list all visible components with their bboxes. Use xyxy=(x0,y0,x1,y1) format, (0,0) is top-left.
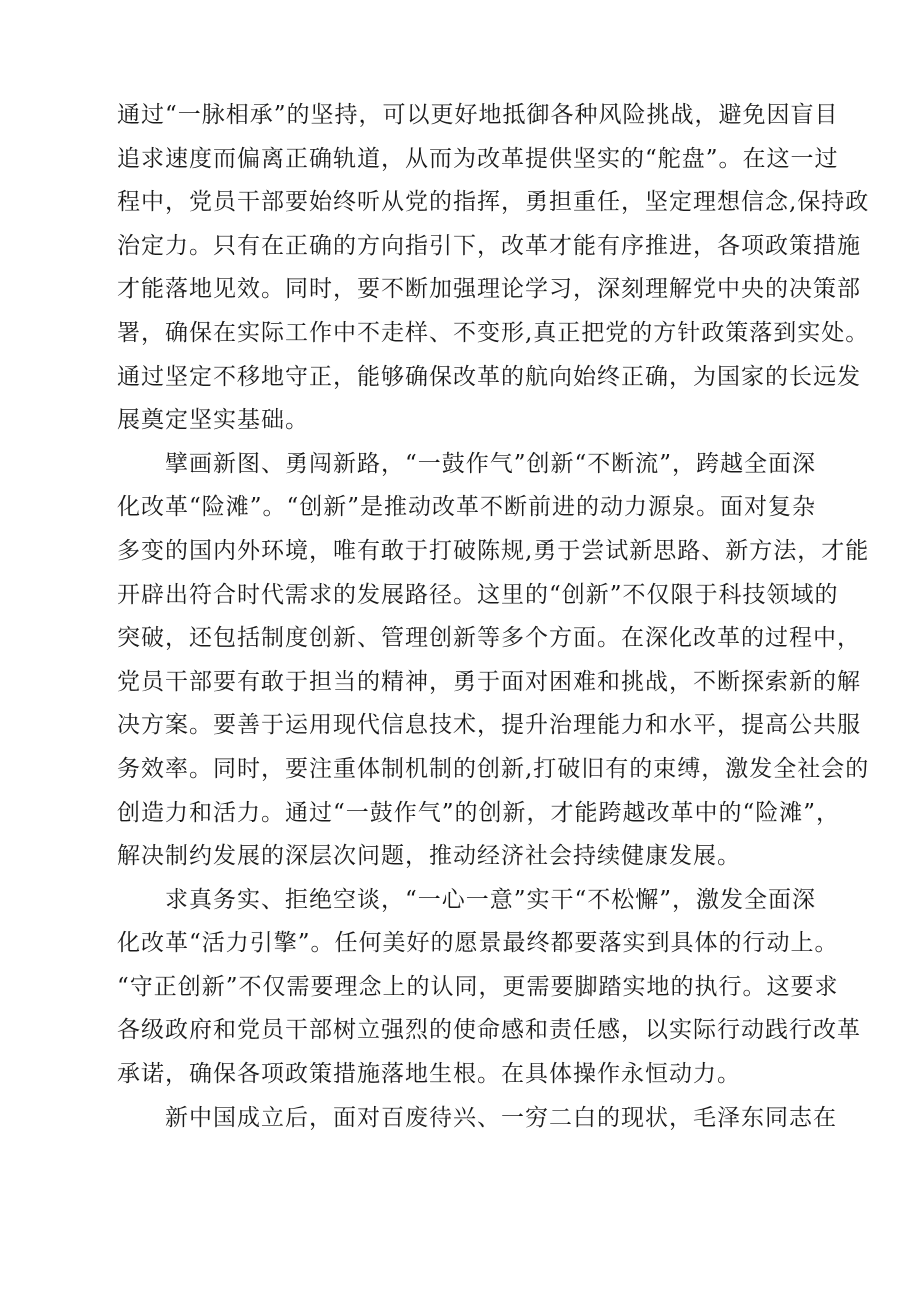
text-line: 务效率。同时，要注重体制机制的创新,打破旧有的束缚，激发全社会的 xyxy=(117,755,870,782)
text-line: “守正创新”不仅需要理念上的认同，更需要脚踏实地的执行。这要求 xyxy=(117,973,839,1000)
text-line: 化改革“险滩”。“创新”是推动改革不断前进的动力源泉。面对复杂 xyxy=(117,494,817,521)
text-line: 化改革“活力引擎”。任何美好的愿景最终都要落实到具体的行动上。 xyxy=(117,930,839,957)
body-text xyxy=(117,94,870,1140)
text-line: 才能落地见效。同时，要不断加强理论学习，深刻理解党中央的决策部 xyxy=(117,276,861,303)
text-line: 署，确保在实际工作中不走样、不变形,真正把党的方针政策落到实处。 xyxy=(117,319,870,346)
text-line: 承诺，确保各项政策措施落地生根。在具体操作永恒动力。 xyxy=(117,1061,741,1088)
text-line: 决方案。要善于运用现代信息技术，提升治理能力和水平，提高公共服 xyxy=(117,712,861,739)
text-line: 擘画新图、勇闯新路，“一鼓作气”创新“不断流”，跨越全面深 xyxy=(117,450,817,477)
text-line: 通过“一脉相承”的坚持，可以更好地抵御各种风险挑战，避免因盲目 xyxy=(117,102,839,128)
text-line: 各级政府和党员干部树立强烈的使命感和责任感，以实际行动践行改革 xyxy=(117,1017,861,1044)
text-line: 求真务实、拒绝空谈，“一心一意”实干“不松懈”，激发全面深 xyxy=(117,886,817,913)
text-line: 新中国成立后，面对百废待兴、一穷二白的现状，毛泽东同志在 xyxy=(117,1104,837,1131)
text-line: 突破，还包括制度创新、管理创新等多个方面。在深化改革的过程中， xyxy=(117,625,861,652)
text-line: 治定力。只有在正确的方向指引下，改革才能有序推进，各项政策措施 xyxy=(117,232,861,259)
text-line: 展奠定坚实基础。 xyxy=(117,407,309,434)
text-line: 程中，党员干部要始终听从党的指挥，勇担重任，坚定理想信念,保持政 xyxy=(117,189,870,216)
text-line: 解决制约发展的深层次问题，推动经济社会持续健康发展。 xyxy=(117,843,741,870)
text-line: 党员干部要有敢于担当的精神，勇于面对困难和挑战，不断探索新的解 xyxy=(117,668,861,695)
text-line: 通过坚定不移地守正，能够确保改革的航向始终正确，为国家的长远发 xyxy=(117,363,861,390)
text-line: 多变的国内外环境，唯有敢于打破陈规,勇于尝试新思路、新方法，才能 xyxy=(117,537,870,564)
text-line: 追求速度而偏离正确轨道，从而为改革提供坚实的“舵盘”。在这一过 xyxy=(117,145,839,172)
text-line: 开辟出符合时代需求的发展路径。这里的“创新”不仅限于科技领域的 xyxy=(117,581,839,608)
text-line: 创造力和活力。通过“一鼓作气”的创新，才能跨越改革中的“险滩”， xyxy=(117,799,841,826)
